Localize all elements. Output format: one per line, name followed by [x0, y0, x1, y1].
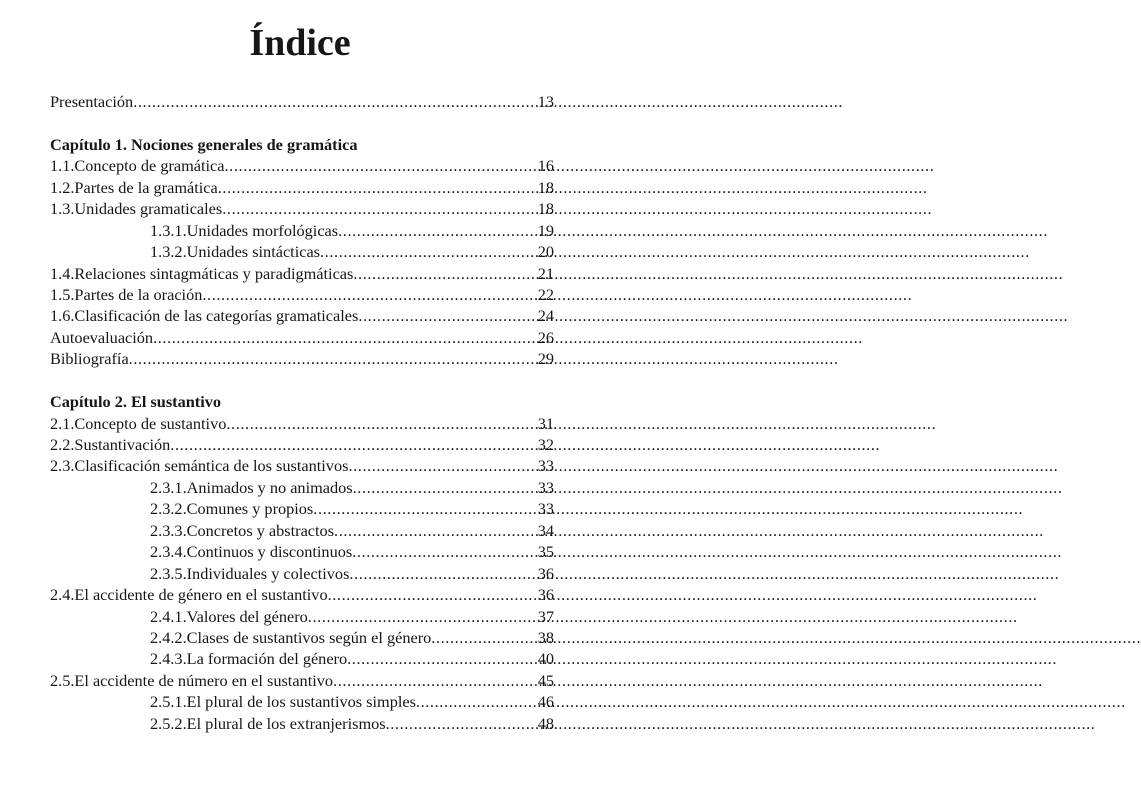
dot-leader: [328, 584, 1038, 605]
toc-entry[interactable]: [50, 563, 554, 584]
dot-leader: [416, 691, 1126, 712]
entry-title: La formación del género: [186, 649, 348, 669]
entry-page-number: 22: [537, 284, 554, 304]
toc-entry[interactable]: [50, 713, 554, 734]
entry-number: 2.5.1.: [150, 692, 187, 712]
toc-entry[interactable]: [50, 691, 554, 712]
entry-number: 2.5.2.: [150, 713, 187, 733]
dot-leader: [334, 520, 1044, 541]
toc-entry[interactable]: [50, 91, 554, 112]
entry-title: Continuos y discontinuos: [186, 542, 353, 562]
entry-page-number: 18: [537, 177, 554, 197]
toc-entry[interactable]: [50, 541, 554, 562]
dot-leader: [225, 155, 935, 176]
entry-page-number: 36: [537, 563, 554, 583]
entry-title: Concepto de gramática: [74, 156, 225, 176]
entry-title: Individuales y colectivos: [186, 563, 350, 583]
entry-number: 1.1.: [50, 156, 75, 176]
toc-entry[interactable]: [50, 220, 554, 241]
entry-number: 2.4.2.: [150, 627, 187, 647]
entry-page-number: 24: [537, 306, 554, 326]
entry-number: 1.3.2.: [150, 242, 187, 262]
entry-number: 2.5.: [50, 670, 75, 690]
entry-page-number: 35: [537, 542, 554, 562]
entry-title: Bibliografía: [50, 349, 129, 369]
entry-title: Clasificación semántica de los sustantivos: [74, 456, 349, 476]
entry-title: Clasificación de las categorías gramaticales: [74, 306, 359, 326]
entry-title: Sustantivación: [74, 435, 171, 454]
dot-leader: [222, 198, 932, 219]
entry-title: Relaciones sintagmáticas y paradigmáticas: [74, 263, 354, 283]
toc-entry[interactable]: [50, 263, 554, 284]
entry-page-number: 33: [537, 499, 554, 519]
table-of-contents: [50, 91, 554, 734]
dot-leader: [313, 498, 1023, 519]
toc-entry[interactable]: [50, 155, 554, 176]
entry-page-number: 38: [537, 627, 554, 647]
dot-leader: [358, 305, 1068, 326]
dot-leader: [353, 477, 1063, 498]
entry-number: 2.3.3.: [150, 520, 187, 540]
toc-entry[interactable]: [50, 305, 554, 326]
dot-leader: [129, 348, 839, 369]
toc-entry[interactable]: [50, 498, 554, 519]
section-spacer: [50, 370, 554, 391]
entry-number: 1.4.: [50, 263, 75, 283]
entry-page-number: 26: [537, 327, 554, 347]
entry-page-number: 19: [537, 220, 554, 240]
toc-entry[interactable]: [50, 327, 554, 348]
toc-entry[interactable]: [50, 198, 554, 219]
entry-page-number: 20: [537, 242, 554, 262]
entry-title: Comunes y propios: [186, 499, 314, 519]
toc-entry[interactable]: [50, 670, 554, 691]
entry-number: 1.6.: [50, 306, 75, 326]
toc-entry[interactable]: [50, 520, 554, 541]
entry-number: 2.1.: [50, 413, 75, 433]
entry-title: Animados y no animados: [186, 477, 353, 497]
dot-leader: [338, 220, 1048, 241]
entry-page-number: 40: [537, 649, 554, 669]
entry-page-number: 32: [537, 435, 554, 454]
entry-title: Partes de la gramática: [74, 177, 218, 197]
entry-title: Valores del género: [186, 606, 308, 626]
entry-number: 2.3.2.: [150, 499, 187, 519]
dot-leader: [218, 177, 928, 198]
dot-leader: [202, 284, 912, 305]
toc-entry[interactable]: [50, 455, 554, 476]
entry-number: 2.3.5.: [150, 563, 187, 583]
entry-title: El accidente de número en el sustantivo: [74, 670, 334, 690]
entry-page-number: 45: [537, 670, 554, 690]
entry-title: El accidente de género en el sustantivo: [74, 585, 328, 605]
entry-page-number: 29: [537, 349, 554, 369]
entry-page-number: 37: [537, 606, 554, 626]
entry-number: 2.3.4.: [150, 542, 187, 562]
toc-entry[interactable]: [50, 477, 554, 498]
entry-title: Partes de la oración: [74, 284, 203, 304]
entry-number: 1.3.1.: [150, 220, 187, 240]
entry-page-number: 36: [537, 585, 554, 605]
entry-page-number: 33: [537, 477, 554, 497]
entry-title: Autoevaluación: [50, 327, 154, 347]
entry-page-number: 34: [537, 520, 554, 540]
entry-page-number: 18: [537, 199, 554, 219]
dot-leader: [170, 434, 880, 455]
dot-leader: [348, 455, 1058, 476]
chapter-heading: Capítulo 2. El sustantivo: [50, 392, 221, 412]
entry-number: 2.3.1.: [150, 477, 187, 497]
dot-leader: [352, 541, 1062, 562]
dot-leader: [349, 563, 1059, 584]
section-spacer: [50, 112, 554, 133]
toc-entry[interactable]: [50, 241, 554, 262]
dot-leader: [353, 263, 1063, 284]
dot-leader: [308, 606, 1018, 627]
toc-entry[interactable]: [50, 648, 554, 669]
dot-leader: [320, 241, 1030, 262]
toc-entry[interactable]: [50, 627, 554, 648]
chapter-heading: Capítulo 1. Nociones generales de gramática: [50, 134, 358, 154]
entry-title: El plural de los sustantivos simples: [186, 692, 416, 712]
dot-leader: [386, 713, 1096, 734]
entry-title: Unidades sintácticas: [186, 242, 321, 262]
entry-title: Concretos y abstractos: [186, 520, 335, 540]
entry-title: Unidades morfológicas: [186, 220, 339, 240]
dot-leader: [153, 327, 863, 348]
entry-title: Unidades gramaticales: [74, 199, 223, 219]
dot-leader: [226, 413, 936, 434]
entry-page-number: 21: [537, 263, 554, 283]
entry-page-number: 31: [537, 413, 554, 433]
entry-page-number: 46: [537, 692, 554, 712]
entry-title: Presentación: [50, 92, 134, 111]
entry-page-number: 33: [537, 456, 554, 476]
entry-title: Concepto de sustantivo: [74, 413, 227, 433]
dot-leader: [347, 648, 1057, 669]
entry-title: Clases de sustantivos según el género: [186, 627, 432, 647]
toc-entry[interactable]: [50, 348, 554, 369]
entry-title: El plural de los extranjerismos: [186, 713, 386, 733]
entry-number: 2.4.: [50, 585, 75, 605]
toc-entry[interactable]: [50, 584, 554, 605]
entry-number: 1.5.: [50, 284, 75, 304]
entry-number: 2.4.3.: [150, 649, 187, 669]
toc-entry[interactable]: [50, 606, 554, 627]
entry-page-number: 13: [537, 92, 554, 111]
entry-number: 1.2.: [50, 177, 75, 197]
dot-leader: [133, 91, 843, 112]
entry-number: 2.2.: [50, 435, 75, 454]
entry-page-number: 48: [537, 713, 554, 733]
entry-number: 2.3.: [50, 456, 75, 476]
dot-leader: [333, 670, 1043, 691]
entry-number: 1.3.: [50, 199, 75, 219]
toc-entry[interactable]: [50, 177, 554, 198]
entry-page-number: 16: [537, 156, 554, 176]
toc-entry[interactable]: [50, 413, 554, 434]
entry-number: 2.4.1.: [150, 606, 187, 626]
toc-entry[interactable]: [50, 284, 554, 305]
toc-entry[interactable]: [50, 434, 554, 455]
page-title: Índice: [249, 22, 351, 64]
